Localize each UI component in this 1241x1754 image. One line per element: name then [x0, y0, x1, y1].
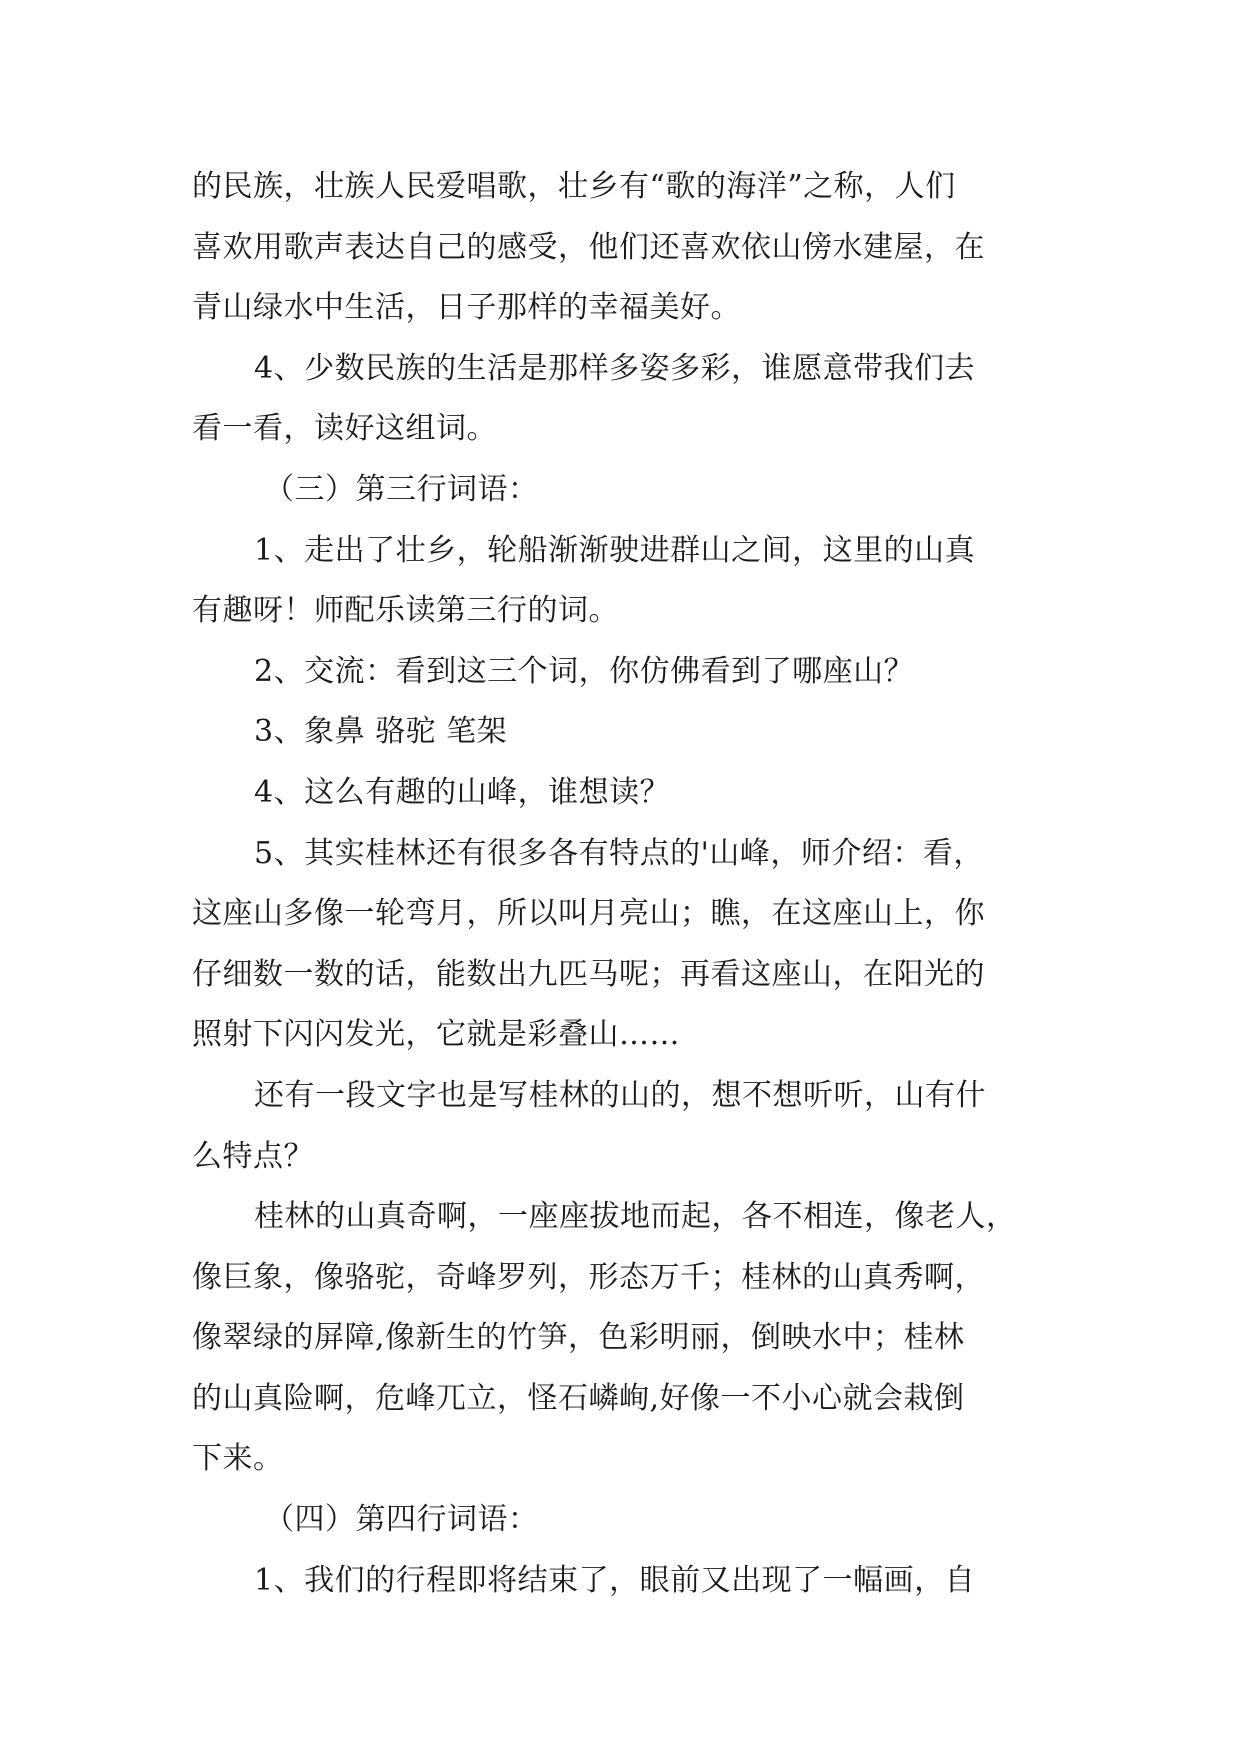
text-line: 看一看，读好这组词。: [192, 411, 497, 447]
text-line: 么特点？: [192, 1138, 314, 1174]
section-heading: （三）第三行词语：: [264, 471, 539, 507]
text-line: 桂林的山真奇啊，一座座拔地而起，各不相连，像老人，: [254, 1199, 1017, 1235]
section-heading: （四）第四行词语：: [264, 1502, 539, 1538]
text-line: 4、这么有趣的山峰，谁想读？: [254, 774, 671, 810]
text-line: 5、其实桂林还有很多各有特点的'山峰，师介绍：看，: [254, 835, 984, 871]
text-line: 青山绿水中生活，日子那样的幸福美好。: [192, 290, 741, 326]
text-line: 有趣呀！师配乐读第三行的词。: [192, 593, 619, 629]
text-line: 1、我们的行程即将结束了，眼前又出现了一幅画，自: [254, 1562, 976, 1598]
text-line: 照射下闪闪发光，它就是彩叠山……: [192, 1017, 680, 1053]
text-line: 的山真险啊，危峰兀立，怪石嶙峋,好像一不小心就会栽倒: [192, 1380, 965, 1416]
text-line: 2、交流：看到这三个词，你仿佛看到了哪座山？: [254, 653, 915, 689]
text-line: 像翠绿的屏障,像新生的竹笋，色彩明丽，倒映水中；桂林: [192, 1320, 965, 1356]
text-line: 4、少数民族的生活是那样多姿多彩，谁愿意带我们去: [254, 350, 976, 386]
text-line: 1、走出了壮乡，轮船渐渐驶进群山之间，这里的山真: [254, 532, 976, 568]
text-line: 喜欢用歌声表达自己的感受，他们还喜欢依山傍水建屋，在: [192, 229, 985, 265]
text-line: 仔细数一数的话，能数出九匹马呢；再看这座山，在阳光的: [192, 956, 985, 992]
text-line: 像巨象，像骆驼，奇峰罗列，形态万千；桂林的山真秀啊，: [192, 1259, 985, 1295]
text-line: 3、象鼻 骆驼 笔架: [254, 714, 508, 750]
text-line: 的民族，壮族人民爱唱歌，壮乡有“歌的海洋”之称，人们: [192, 169, 956, 204]
text-line: 下来。: [192, 1441, 284, 1477]
document-body: [192, 157, 1072, 1611]
text-line: 还有一段文字也是写桂林的山的，想不想听听，山有什: [254, 1077, 986, 1113]
text-line: 这座山多像一轮弯月，所以叫月亮山；瞧，在这座山上，你: [192, 896, 985, 932]
